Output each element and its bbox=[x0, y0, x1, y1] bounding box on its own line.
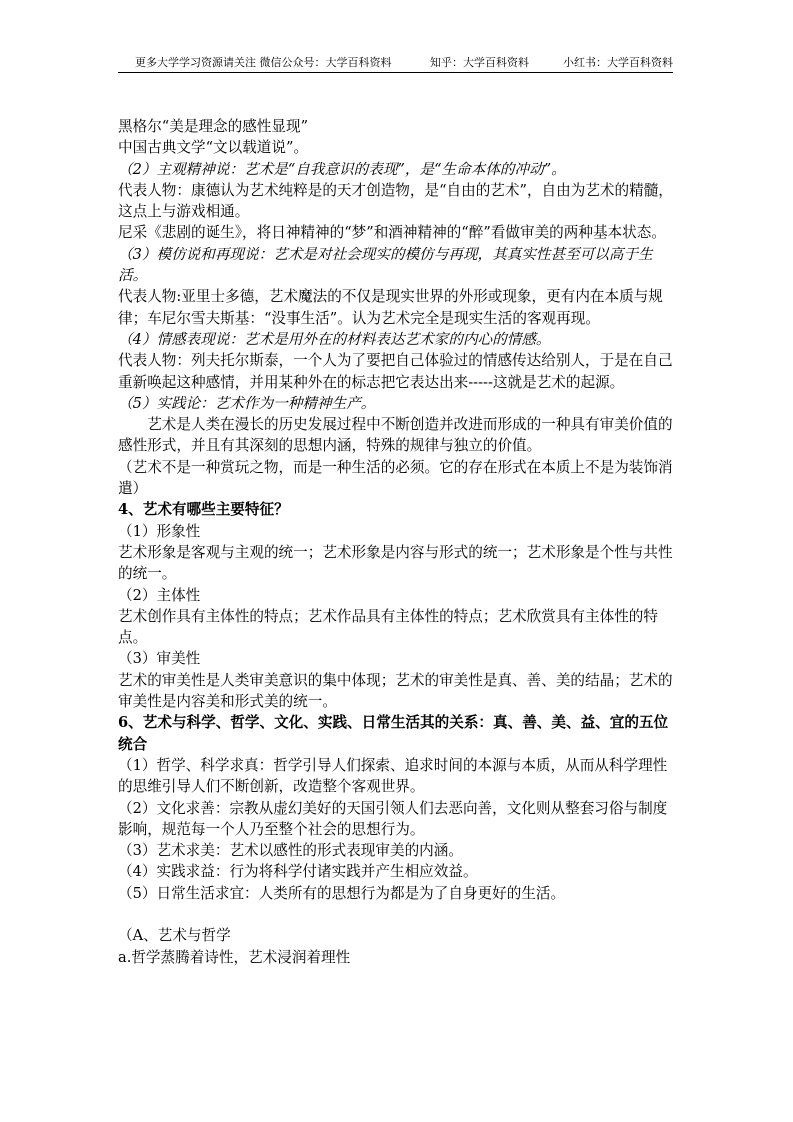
subheading-imitation: （3）模仿说和再现说：艺术是对社会现实的模仿与再现，其真实性甚至可以高于生活。 bbox=[118, 245, 653, 285]
heading-art-relations: 6、艺术与科学、哲学、文化、实践、日常生活其的关系：真、善、美、益、宜的五位统合 bbox=[118, 714, 669, 753]
paragraph-art-beauty: （3）艺术求美：艺术以感性的形式表现审美的内涵。 bbox=[118, 842, 463, 860]
paragraph-aristotle: 代表人物:亚里士多德，艺术魔法的不仅是现实世界的外形或现象，更有内在本质与规律；车尼尔雪夫斯基：“没事生活”。认为艺术完全是现实生活的客观再现。 bbox=[118, 288, 663, 327]
paragraph-hegel: 黑格尔“美是理念的感性显现” bbox=[118, 118, 309, 135]
header-wechat-notice: 更多大学学习资源请关注 微信公众号：大学百科资料 bbox=[135, 56, 392, 69]
subheading-practice: （5）实践论：艺术作为一种精神生产。 bbox=[118, 394, 376, 412]
paragraph-art-necessity: （艺术不是一种赏玩之物，而是一种生活的必须。它的存在形式在本质上不是为装饰消遣） bbox=[118, 458, 673, 498]
subheading-subjectivity: （2）主体性 bbox=[118, 586, 201, 604]
subheading-aesthetic: （3）审美性 bbox=[118, 650, 201, 668]
blank-line bbox=[118, 904, 676, 925]
header-xiaohongshu: 小红书：大学百科资料 bbox=[563, 56, 673, 69]
subheading-imagery: （1）形象性 bbox=[118, 522, 201, 540]
paragraph-philosophy-poetry: a.哲学蒸腾着诗性，艺术浸润着理性 bbox=[118, 948, 351, 966]
paragraph-aesthetic: 艺术的审美性是人类审美意识的集中体现；艺术的审美性是真、善、美的结晶；艺术的审美性是内容美和形式美的统一。 bbox=[118, 671, 673, 711]
paragraph-kant: 代表人物：康德认为艺术纯粹是的天才创造物，是“自由的艺术”，自由为艺术的精髓，这点上与游戏相通。 bbox=[118, 181, 673, 221]
paragraph-subjectivity: 艺术创作具有主体性的特点；艺术作品具有主体性的特点；艺术欣赏具有主体性的特点。 bbox=[118, 607, 658, 647]
subheading-emotion-expression: （4）情感表现说：艺术是用外在的材料表达艺术家的内心的情感。 bbox=[118, 330, 551, 348]
paragraph-art-definition: 艺术是人类在漫长的历史发展过程中不断创造并改进而形成的一种具有审美价值的感性形式，并且有其深刻的思想内涵，特殊的规律与独立的价值。 bbox=[118, 416, 673, 455]
paragraph-imagery: 艺术形象是客观与主观的统一；艺术形象是内容与形式的统一；艺术形象是个性与共性的统一。 bbox=[118, 543, 673, 583]
paragraph-tolstoy: 代表人物：列夫托尔斯泰，一个人为了要把自己体验过的情感传达给别人，于是在自己重新唤起这种感情，并用某种外在的标志把它表达出来-----这就是艺术的起源。 bbox=[118, 352, 673, 391]
paragraph-practice-benefit: （4）实践求益：行为将科学付诸实践并产生相应效益。 bbox=[118, 863, 478, 881]
subheading-subjective-spirit: （2）主观精神说：艺术是“自我意识的表现”，是“生命本体的冲动”。 bbox=[118, 160, 566, 178]
header-zhihu: 知乎：大学百科资料 bbox=[430, 56, 529, 69]
paragraph-culture-good: （2）文化求善：宗教从虚幻美好的天国引领人们去恶向善，文化则从整套习俗与制度影响，规范每一个人乃至整个社会的思想行为。 bbox=[118, 799, 668, 838]
document-body bbox=[118, 116, 676, 968]
page-header bbox=[118, 48, 673, 73]
paragraph-philosophy-truth: （1）哲学、科学求真：哲学引导人们探索、追求时间的本源与本质，从而从科学理性的思维引导人们不断创新，改造整个客观世界。 bbox=[118, 756, 668, 796]
paragraph-daily-life: （5）日常生活求宜：人类所有的思想行为都是为了自身更好的生活。 bbox=[118, 884, 566, 902]
paragraph-nietzsche: 尼采《悲剧的诞生》，将日神精神的“梦”和酒神精神的“醉”看做审美的两种基本状态。 bbox=[118, 224, 666, 242]
paragraph-wenyizaidao: 中国古典文学“文以载道说”。 bbox=[118, 139, 309, 157]
subheading-art-and-philosophy: （A、艺术与哲学 bbox=[118, 927, 231, 945]
heading-art-features: 4、艺术有哪些主要特征？ bbox=[118, 501, 289, 519]
